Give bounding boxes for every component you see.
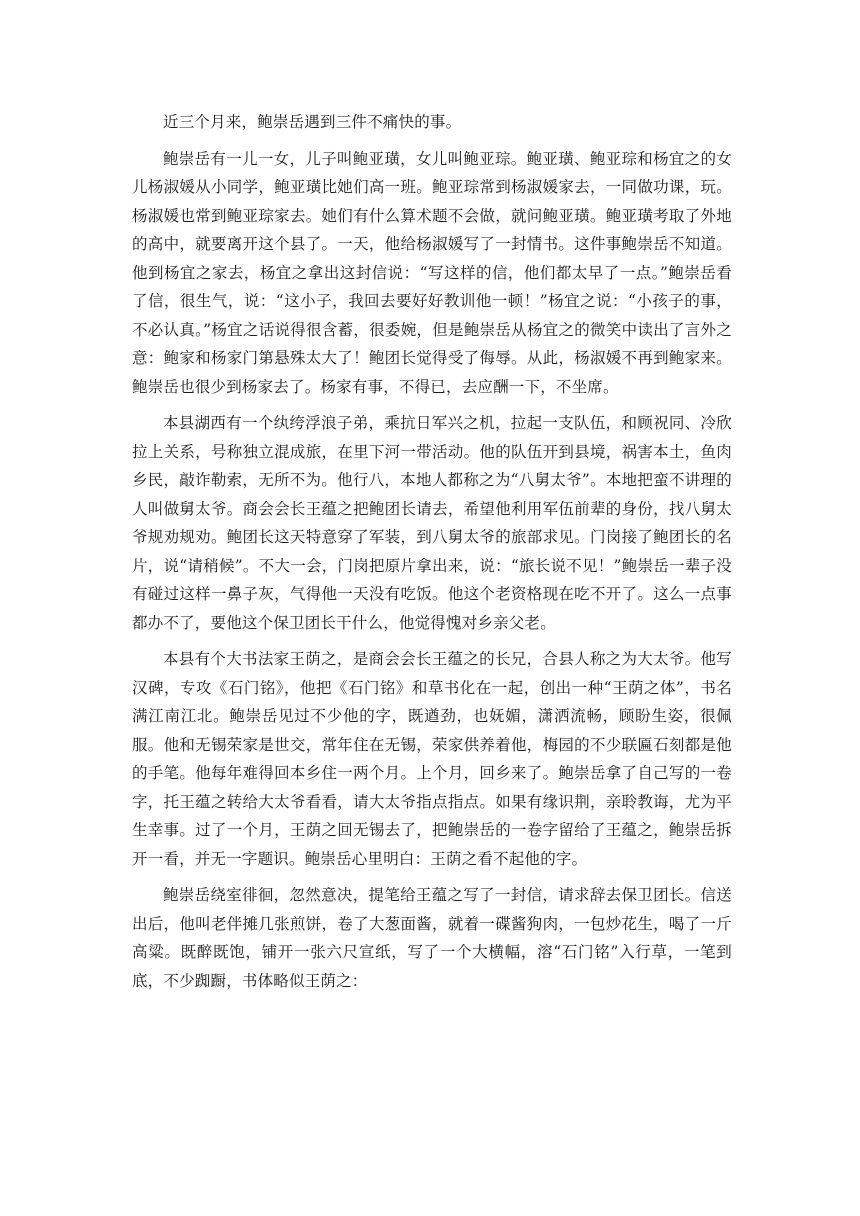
paragraph-1: 近三个月来，鲍崇岳遇到三件不痛快的事。	[163, 113, 462, 131]
paragraph-5: 鲍崇岳绕室徘徊，忽然意决，提笔给王蕴之写了一封信，请求辞去保卫团长。信送出后，他叫老伴摊几张煎饼，卷了大葱面酱，就着一碟酱狗肉，一包炒花生，喝了一斤高粱。既醉既饱，铺开一张六尺宣纸，写了一个大横幅，溶“石门铭”入行草，一笔到底，不少踟蹰，书体略似王荫之：	[132, 886, 732, 990]
paragraph-4: 本县有个大书法家王荫之，是商会会长王蕴之的长兄，合县人称之为大太爷。他写汉碑，专攻《石门铭》，他把《石门铭》和草书化在一起，创出一种“王荫之体”，书名满江南江北。鲍崇岳见过不少他的字，既遒劲，也妩媚，潇洒流畅，顾盼生姿，很佩服。他和无锡荣家是世交，常年住在无锡，荣家供养着他，梅园的不少联匾石刻都是他的手笔。他每年难得回本乡住一两个月。上个月，回乡来了。鲍崇岳拿了自己写的一卷字，托王蕴之转给大太爷看看，请大太爷指点指点。如果有缘识荆，亲聆教诲，尤为平生幸事。过了一个月，王荫之回无锡去了，把鲍崇岳的一卷字留给了王蕴之，鲍崇岳拆开一看，并无一字题识。鲍崇岳心里明白：王荫之看不起他的字。	[132, 650, 732, 868]
article-body	[132, 108, 732, 1003]
paragraph-3: 本县湖西有一个纨绔浮浪子弟，乘抗日军兴之机，拉起一支队伍，和顾祝同、冷欣拉上关系，号称独立混成旅，在里下河一带活动。他的队伍开到县境，祸害本土，鱼肉乡民，敲诈勒索，无所不为。他行八，本地人都称之为“八舅太爷”。本地把蛮不讲理的人叫做舅太爷。商会会长王蕴之把鲍团长请去，希望他利用军伍前辈的身份，找八舅太爷规劝规劝。鲍团长这天特意穿了军装，到八舅太爷的旅部求见。门岗接了鲍团长的名片，说“请稍候”。不大一会，门岗把原片拿出来，说：“旅长说不见！”鲍崇岳一辈子没有碰过这样一鼻子灰，气得他一天没有吃饭。他这个老资格现在吃不开了。这么一点事都办不了，要他这个保卫团长干什么，他觉得愧对乡亲父老。	[132, 414, 732, 632]
paragraph-2: 鲍崇岳有一儿一女，儿子叫鲍亚璜，女儿叫鲍亚琮。鲍亚璜、鲍亚琮和杨宜之的女儿杨淑媛从小同学，鲍亚璜比她们高一班。鲍亚琮常到杨淑媛家去，一同做功课，玩。杨淑媛也常到鲍亚琮家去。她们有什么算术题不会做，就问鲍亚璜。鲍亚璜考取了外地的高中，就要离开这个县了。一天，他给杨淑媛写了一封情书。这件事鲍崇岳不知道。他到杨宜之家去，杨宜之拿出这封信说：“写这样的信，他们都太早了一点。”鲍崇岳看了信，很生气，说：“这小子，我回去要好好教训他一顿！”杨宜之说：“小孩子的事，不必认真。”杨宜之话说得很含蓄，很委婉，但是鲍崇岳从杨宜之的微笑中读出了言外之意：鲍家和杨家门第悬殊太大了！鲍团长觉得受了侮辱。从此，杨淑媛不再到鲍家来。鲍崇岳也很少到杨家去了。杨家有事，不得已，去应酬一下，不坐席。	[132, 149, 732, 396]
